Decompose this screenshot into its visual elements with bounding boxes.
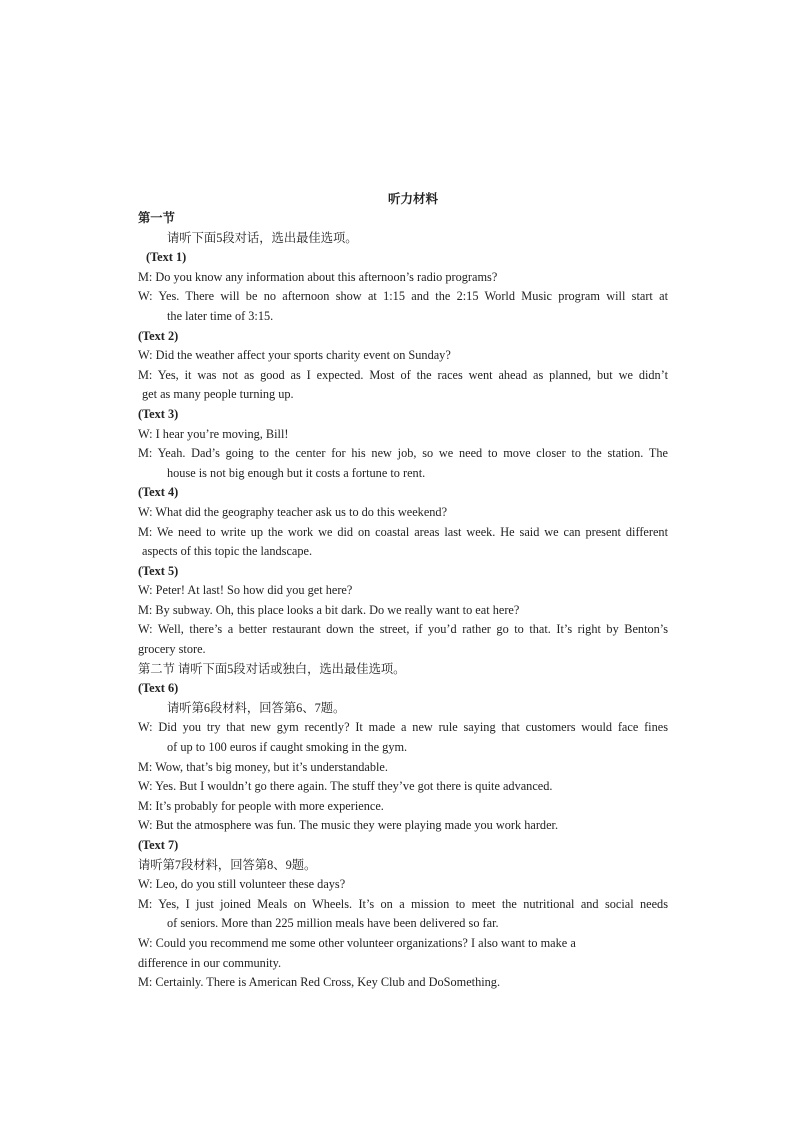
text-5-heading: (Text 5) <box>138 563 179 578</box>
text-7-heading: (Text 7) <box>138 838 179 852</box>
t7-line-6: M: Certainly. There is American Red Cross, Key Club and DoSomething. <box>138 975 501 990</box>
section-1-heading: 第一节 <box>138 211 175 225</box>
t7-line-4: W: Could you recommend me some other volunteer organizations? I also want to make a <box>138 935 576 950</box>
t6-line-2: of up to 100 euros if caught smoking in the gym. <box>167 740 408 755</box>
text-2-heading: (Text 2) <box>138 328 179 343</box>
t1-line-1: M: Do you know any information about this afternoon’s radio programs? <box>138 269 498 284</box>
text-4-heading: (Text 4) <box>138 485 179 500</box>
t6-line-1: W: Did you try that new gym recently? It made a new rule saying that customers would face fines <box>138 720 668 735</box>
t5-line-3: W: Well, there’s a better restaurant down the street, if you’d rather go to that. It’s right by Benton’s <box>138 622 668 637</box>
t3-line-1: W: I hear you’re moving, Bill! <box>138 426 289 441</box>
t5-line-2: M: By subway. Oh, this place looks a bit dark. Do we really want to eat here? <box>138 602 520 617</box>
page-title: 听力材料 <box>387 192 438 206</box>
t5-line-1: W: Peter! At last! So how did you get here? <box>138 583 353 598</box>
text-6-heading: (Text 6) <box>138 681 179 696</box>
text-7-instruction: 请听第7段材料，回答第8、9题。 <box>138 857 317 872</box>
t7-line-1: W: Leo, do you still volunteer these days? <box>138 877 346 892</box>
section-1-instruction: 请听下面5段对话，选出最佳选项。 <box>167 230 358 245</box>
text-6-instruction: 请听第6段材料，回答第6、7题。 <box>167 700 346 715</box>
t4-line-1: W: What did the geography teacher ask us to do this weekend? <box>138 504 448 519</box>
t4-line-2: M: We need to write up the work we did on coastal areas last week. He said we can present different <box>138 524 668 539</box>
t3-line-2: M: Yeah. Dad’s going to the center for his new job, so we need to move closer to the station. The <box>138 446 668 461</box>
text-1-heading: (Text 1) <box>146 250 187 265</box>
listening-transcript <box>138 189 668 993</box>
t3-line-3: house is not big enough but it costs a fortune to rent. <box>167 465 426 480</box>
t1-line-2: W: Yes. There will be no afternoon show at 1:15 and the 2:15 World Music program will start at <box>138 289 668 304</box>
text-3-heading: (Text 3) <box>138 406 179 421</box>
t7-line-5: difference in our community. <box>138 955 282 970</box>
t7-line-2: M: Yes, I just joined Meals on Wheels. It’s on a mission to meet the nutritional and social needs <box>138 896 668 911</box>
t4-line-3: aspects of this topic the landscape. <box>142 544 313 559</box>
t6-line-5: M: It’s probably for people with more experience. <box>138 798 384 813</box>
t2-line-3: get as many people turning up. <box>142 387 294 402</box>
t5-line-4: grocery store. <box>138 642 206 657</box>
t2-line-1: W: Did the weather affect your sports charity event on Sunday? <box>138 348 451 363</box>
t7-line-3: of seniors. More than 225 million meals have been delivered so far. <box>167 916 499 931</box>
t6-line-6: W: But the atmosphere was fun. The music they were playing made you work harder. <box>138 818 559 833</box>
t1-line-3: the later time of 3:15. <box>167 308 274 323</box>
t2-line-2: M: Yes, it was not as good as I expected. Most of the races went ahead as planned, but we didn’t <box>138 367 668 382</box>
t6-line-3: M: Wow, that’s big money, but it’s understandable. <box>138 759 388 774</box>
t6-line-4: W: Yes. But I wouldn’t go there again. The stuff they’ve got there is quite advanced. <box>138 779 553 794</box>
section-2-heading: 第二节 请听下面5段对话或独白，选出最佳选项。 <box>138 661 406 676</box>
